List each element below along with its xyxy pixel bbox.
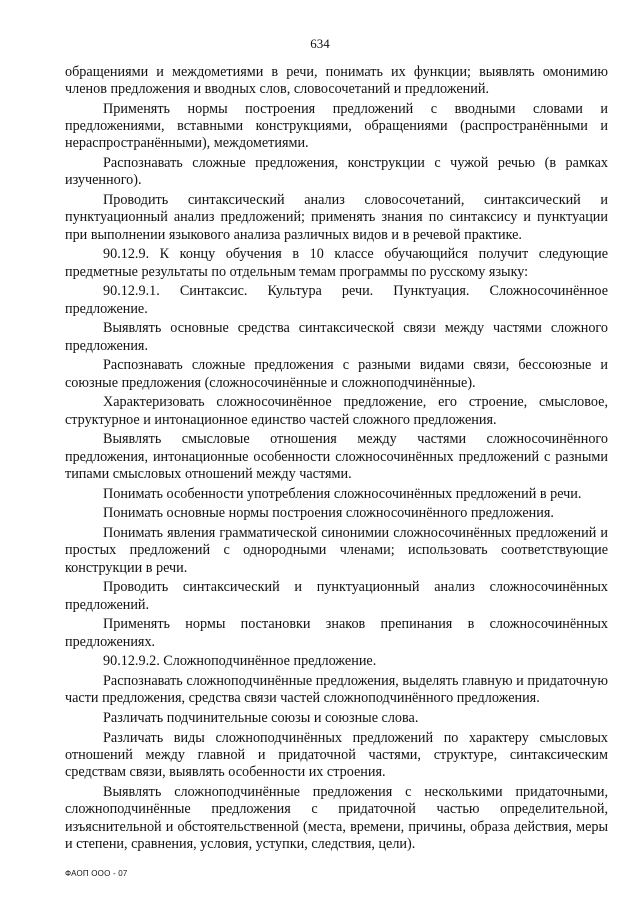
paragraph: Распознавать сложные предложения с разными видами связи, бессоюзные и союзные предложения (сложносочинённые и сложноподчинённые). — [65, 357, 608, 391]
section-heading: 90.12.9. К концу обучения в 10 классе обучающийся получит следующие предметные результаты по отдельным темам программы по русскому языку: — [65, 246, 608, 280]
footer-code: ФАОП ООО - 07 — [65, 869, 128, 878]
paragraph: Применять нормы постановки знаков препинания в сложносочинённых предложениях. — [65, 616, 608, 650]
paragraph: Различать подчинительные союзы и союзные слова. — [103, 710, 419, 727]
section-heading: 90.12.9.2. Сложноподчинённое предложение. — [103, 653, 377, 670]
paragraph: Применять нормы построения предложений с вводными словами и предложениями, вставными конструкциями, обращениями (распространёнными и нераспространёнными), междометиями. — [65, 101, 608, 152]
paragraph: Различать виды сложноподчинённых предложений по характеру смысловых отношений между главной и придаточной частями, структуре, синтаксическим средствам связи, выявлять особенности их строения. — [65, 730, 608, 781]
section-heading: 90.12.9.1. Синтаксис. Культура речи. Пунктуация. Сложносочинённое предложение. — [65, 283, 608, 317]
paragraph: Выявлять смысловые отношения между частями сложносочинённого предложения, интонационные особенности сложносочинённых предложений с разными типами смысловых отношений между частями. — [65, 431, 608, 482]
paragraph: Распознавать сложные предложения, конструкции с чужой речью (в рамках изученного). — [65, 155, 608, 189]
paragraph: Распознавать сложноподчинённые предложения, выделять главную и придаточную части предложения, средства связи частей сложноподчинённого предложения. — [65, 673, 608, 707]
paragraph: Характеризовать сложносочинённое предложение, его строение, смысловое, структурное и интонационное единство частей сложного предложения. — [65, 394, 608, 428]
paragraph: Понимать особенности употребления сложносочинённых предложений в речи. — [103, 485, 582, 502]
paragraph: обращениями и междометиями в речи, понимать их функции; выявлять омонимию членов предложения и вводных слов, словосочетаний и предложений. — [65, 64, 608, 98]
page-number: 634 — [310, 36, 330, 51]
body-text — [65, 64, 608, 856]
paragraph: Понимать явления грамматической синонимии сложносочинённых предложений и простых предложений с однородными членами; использовать соответствующие конструкции в речи. — [65, 525, 608, 576]
paragraph: Выявлять сложноподчинённые предложения с несколькими придаточными, сложноподчинённые предложения с придаточной частью определительной, изъяснительной и обстоятельственной (места, времени, причины, образа действия, меры и степени, сравнения, условия, уступки, следствия, цели). — [65, 784, 608, 852]
paragraph: Проводить синтаксический анализ словосочетаний, синтаксический и пунктуационный анализ предложений; применять знания по синтаксису и пунктуации при выполнении языкового анализа различных видов и в речевой практике. — [65, 192, 608, 243]
paragraph: Проводить синтаксический и пунктуационный анализ сложносочинённых предложений. — [65, 579, 608, 613]
paragraph: Понимать основные нормы построения сложносочинённого предложения. — [103, 505, 554, 522]
paragraph: Выявлять основные средства синтаксической связи между частями сложного предложения. — [65, 320, 608, 354]
